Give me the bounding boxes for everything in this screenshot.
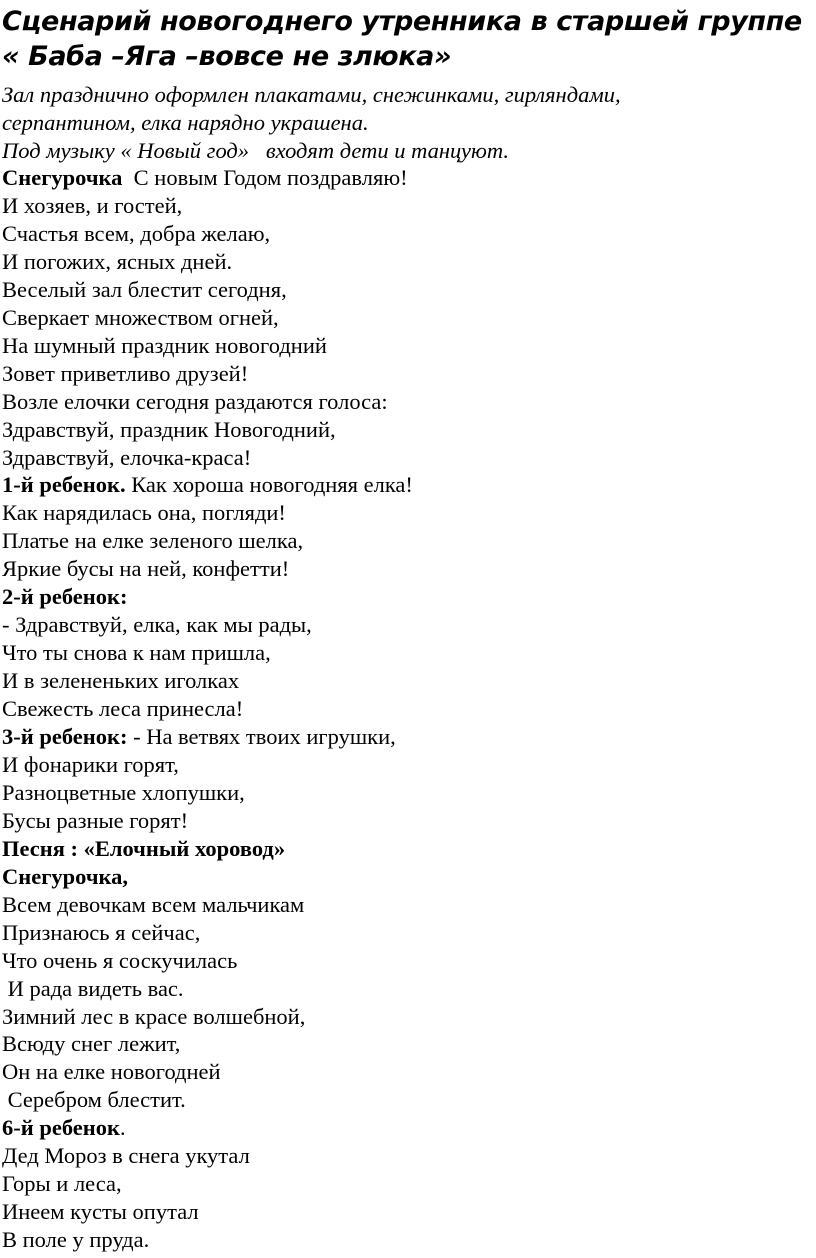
document-title-line-1: Сценарий новогоднего утренника в старшей группе — [2, 6, 802, 37]
line-text: Здравствуй, праздник Новогодний, — [2, 416, 336, 442]
line-text: Горы и леса, — [2, 1171, 122, 1197]
line-text: С новым Годом поздравляю! — [128, 165, 408, 190]
script-line — [2, 474, 413, 497]
line-text: Свежесть леса принесла! — [2, 696, 244, 721]
line-text: Всем девочкам всем мальчикам — [2, 891, 305, 917]
script-line — [2, 698, 243, 721]
script-line — [2, 891, 305, 917]
script-line — [2, 304, 279, 330]
line-text: Как нарядилась она, погляди! — [2, 500, 286, 526]
script-line — [2, 388, 388, 414]
line-text: Признаюсь я сейчас, — [2, 919, 201, 945]
intro-line: серпантином, елка нарядно украшена. — [2, 110, 369, 135]
script-line — [2, 1089, 186, 1112]
intro-line: Зал празднично оформлен плакатами, снежинками, гирляндами, — [2, 82, 621, 107]
speaker-name: 6-й ребенок — [2, 1115, 120, 1141]
script-line — [2, 975, 184, 1001]
script-line — [2, 192, 183, 218]
line-text: Здравствуй, елочка-краса! — [2, 444, 252, 470]
line-text: Он на елке новогодней — [2, 1059, 221, 1085]
script-line — [2, 670, 239, 693]
line-text: Разноцветные хлопушки, — [2, 779, 245, 805]
line-text: Дед Мороз в снега укутал — [2, 1143, 250, 1169]
line-text: Как хороша новогодняя елка! — [125, 472, 413, 498]
script-line — [2, 248, 233, 274]
script-line — [2, 1033, 180, 1056]
line-text: И фонарики горят, — [2, 751, 179, 777]
script-line — [2, 1229, 149, 1252]
line-text: . — [119, 1115, 126, 1141]
line-text: И рада видеть вас. — [2, 975, 184, 1001]
script-line — [2, 558, 289, 581]
script-line — [2, 947, 238, 973]
script-line — [2, 502, 286, 525]
line-text: - Здравствуй, елка, как мы рады, — [2, 612, 312, 638]
script-line — [2, 416, 336, 442]
script-line — [2, 1003, 306, 1029]
script-line — [2, 1061, 221, 1084]
script-line — [2, 779, 245, 805]
line-text: Что ты снова к нам пришла, — [2, 640, 271, 666]
line-text: Что очень я соскучилась — [2, 947, 238, 973]
line-text: - На ветвях твоих игрушки, — [127, 724, 396, 749]
script-line — [2, 276, 287, 302]
line-text: Серебром блестит. — [2, 1087, 186, 1113]
line-text: И погожих, ясных дней. — [2, 248, 233, 274]
line-text: Платье на елке зеленого шелка, — [2, 528, 304, 554]
line-text: Всюду снег лежит, — [2, 1031, 181, 1057]
script-line — [2, 586, 127, 609]
speaker-name: Снегурочка — [2, 165, 129, 190]
speaker-name: 3-й ребенок: — [2, 724, 128, 749]
script-line — [2, 1145, 250, 1168]
line-text: Веселый зал блестит сегодня, — [2, 276, 287, 302]
script-line — [2, 835, 286, 861]
line-text: В поле у пруда. — [2, 1227, 150, 1253]
script-line — [2, 360, 249, 386]
script-line — [2, 614, 312, 637]
document-title-line-2: « Баба –Яга –вовсе не злюка» — [2, 41, 452, 72]
script-line — [2, 726, 396, 749]
script-line — [2, 1201, 199, 1224]
line-text: Бусы разные горят! — [2, 807, 189, 833]
script-line — [2, 1173, 122, 1196]
line-text: Зимний лес в красе волшебной, — [2, 1003, 306, 1029]
script-line — [2, 751, 179, 777]
line-text: Сверкает множеством огней, — [2, 304, 279, 330]
script-line — [2, 220, 271, 246]
script-line — [2, 1117, 126, 1140]
line-text: Яркие бусы на ней, конфетти! — [2, 556, 290, 582]
line-text: На шумный праздник новогодний — [2, 332, 327, 358]
script-line — [2, 332, 327, 358]
script-line — [2, 530, 303, 553]
line-text: Зовет приветливо друзей! — [2, 360, 249, 386]
line-text: И в зелененьких иголках — [2, 668, 240, 694]
line-text: Счастья всем, добра желаю, — [2, 220, 271, 246]
script-line — [2, 807, 189, 833]
line-text: Инеем кусты опутал — [2, 1199, 199, 1225]
script-line — [2, 642, 271, 665]
script-line — [2, 444, 252, 470]
speaker-name: Снегурочка, — [2, 863, 129, 889]
script-line — [2, 863, 129, 889]
speaker-name: Песня : «Елочный хоровод» — [2, 835, 286, 861]
speaker-name: 1-й ребенок. — [2, 472, 126, 498]
script-line — [2, 919, 201, 945]
intro-line: Под музыку « Новый год» входят дети и танцуют. — [2, 138, 509, 163]
script-line — [2, 167, 408, 190]
speaker-name: 2-й ребенок: — [2, 584, 128, 610]
line-text: И хозяев, и гостей, — [2, 192, 183, 218]
line-text: Возле елочки сегодня раздаются голоса: — [2, 388, 388, 414]
